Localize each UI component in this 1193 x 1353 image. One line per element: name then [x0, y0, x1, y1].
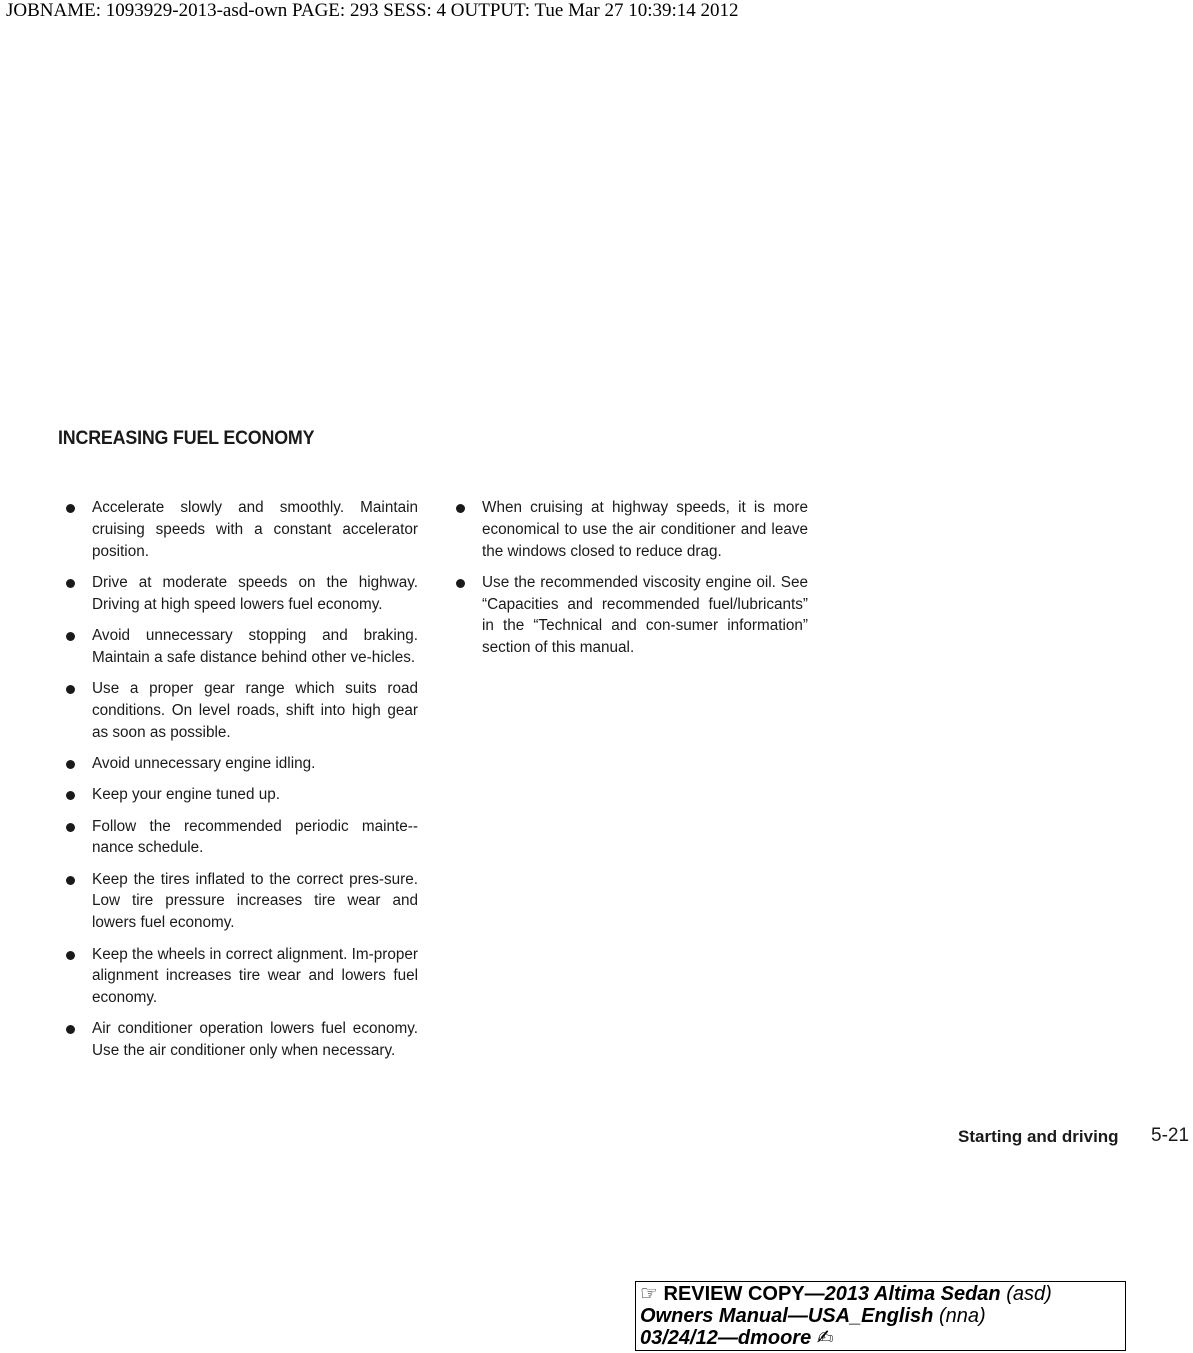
list-item-text: Follow the recommended periodic mainte-nance schedule. [92, 817, 418, 857]
bullet-icon [66, 951, 75, 960]
pointing-hand-icon: ☞ [640, 1283, 658, 1305]
bullet-icon [66, 632, 75, 641]
list-item-text: Use the recommended viscosity engine oil. See “Capacities and recommended fuel/lubricants” in the “Technical and con-sumer information” section of this manual. [482, 573, 808, 657]
list-item [66, 625, 418, 669]
list-item [456, 572, 808, 659]
left-bullet-list [66, 497, 418, 1072]
list-item [66, 572, 418, 616]
list-item-text: Keep the tires inflated to the correct pres-sure. Low tire pressure increases tire wear and lowers fuel economy. [92, 870, 418, 932]
list-item-text: Air conditioner operation lowers fuel economy. Use the air conditioner only when necessary. [92, 1020, 418, 1060]
list-item [66, 944, 418, 1009]
review-date-user: 03/24/12—dmoore [640, 1327, 812, 1349]
list-item-text: Accelerate slowly and smoothly. Maintain cruising speeds with a constant accelerator position. [92, 499, 418, 560]
review-model: 2013 Altima Sedan [824, 1283, 1001, 1305]
bullet-icon [66, 504, 75, 513]
footer-section-name: Starting and driving [958, 1127, 1119, 1146]
bullet-icon [66, 823, 75, 832]
list-item-text: Avoid unnecessary engine idling. [92, 754, 316, 772]
list-item [66, 784, 418, 806]
review-line-1 [640, 1283, 1125, 1305]
footer-page-number: 5-21 [1151, 1125, 1190, 1146]
bullet-icon [66, 760, 75, 769]
list-item-text: Drive at moderate speeds on the highway. Driving at high speed lowers fuel economy. [92, 573, 418, 613]
writing-hand-icon: ✍ [816, 1327, 834, 1349]
bullet-icon [66, 876, 75, 885]
list-item-text: Keep your engine tuned up. [92, 786, 280, 804]
list-item-text: Keep the wheels in correct alignment. Im-proper alignment increases tire wear and lowers fuel economy. [92, 945, 418, 1007]
list-item-text: Avoid unnecessary stopping and braking. Maintain a safe distance behind other ve-hicles. [92, 626, 418, 666]
review-label: REVIEW COPY— [663, 1283, 825, 1305]
bullet-icon [66, 1025, 75, 1034]
review-manual-code: (nna) [938, 1305, 986, 1327]
bullet-icon [66, 685, 75, 694]
list-item [66, 753, 418, 775]
job-header-line: JOBNAME: 1093929-2013-asd-own PAGE: 293 SESS: 4 OUTPUT: Tue Mar 27 10:39:14 2012 [6, 0, 739, 21]
bullet-icon [456, 504, 465, 513]
list-item [66, 869, 418, 934]
bullet-icon [66, 791, 75, 800]
review-line-2 [640, 1305, 1125, 1327]
list-item [66, 497, 418, 562]
list-item [456, 497, 808, 562]
list-item [66, 1018, 418, 1062]
list-item [66, 678, 418, 743]
list-item-text: When cruising at highway speeds, it is more economical to use the air conditioner and leave the windows closed to reduce drag. [482, 499, 808, 560]
review-copy-box [635, 1281, 1126, 1351]
review-manual: Owners Manual—USA_English [640, 1305, 934, 1327]
review-line-3 [640, 1327, 1125, 1349]
list-item [66, 816, 418, 860]
right-bullet-list [456, 497, 808, 669]
section-title: INCREASING FUEL ECONOMY [58, 428, 315, 449]
list-item-text: Use a proper gear range which suits road conditions. On level roads, shift into high gear as soon as possible. [92, 680, 418, 741]
bullet-icon [66, 579, 75, 588]
review-model-code: (asd) [1006, 1283, 1052, 1305]
bullet-icon [456, 579, 465, 588]
